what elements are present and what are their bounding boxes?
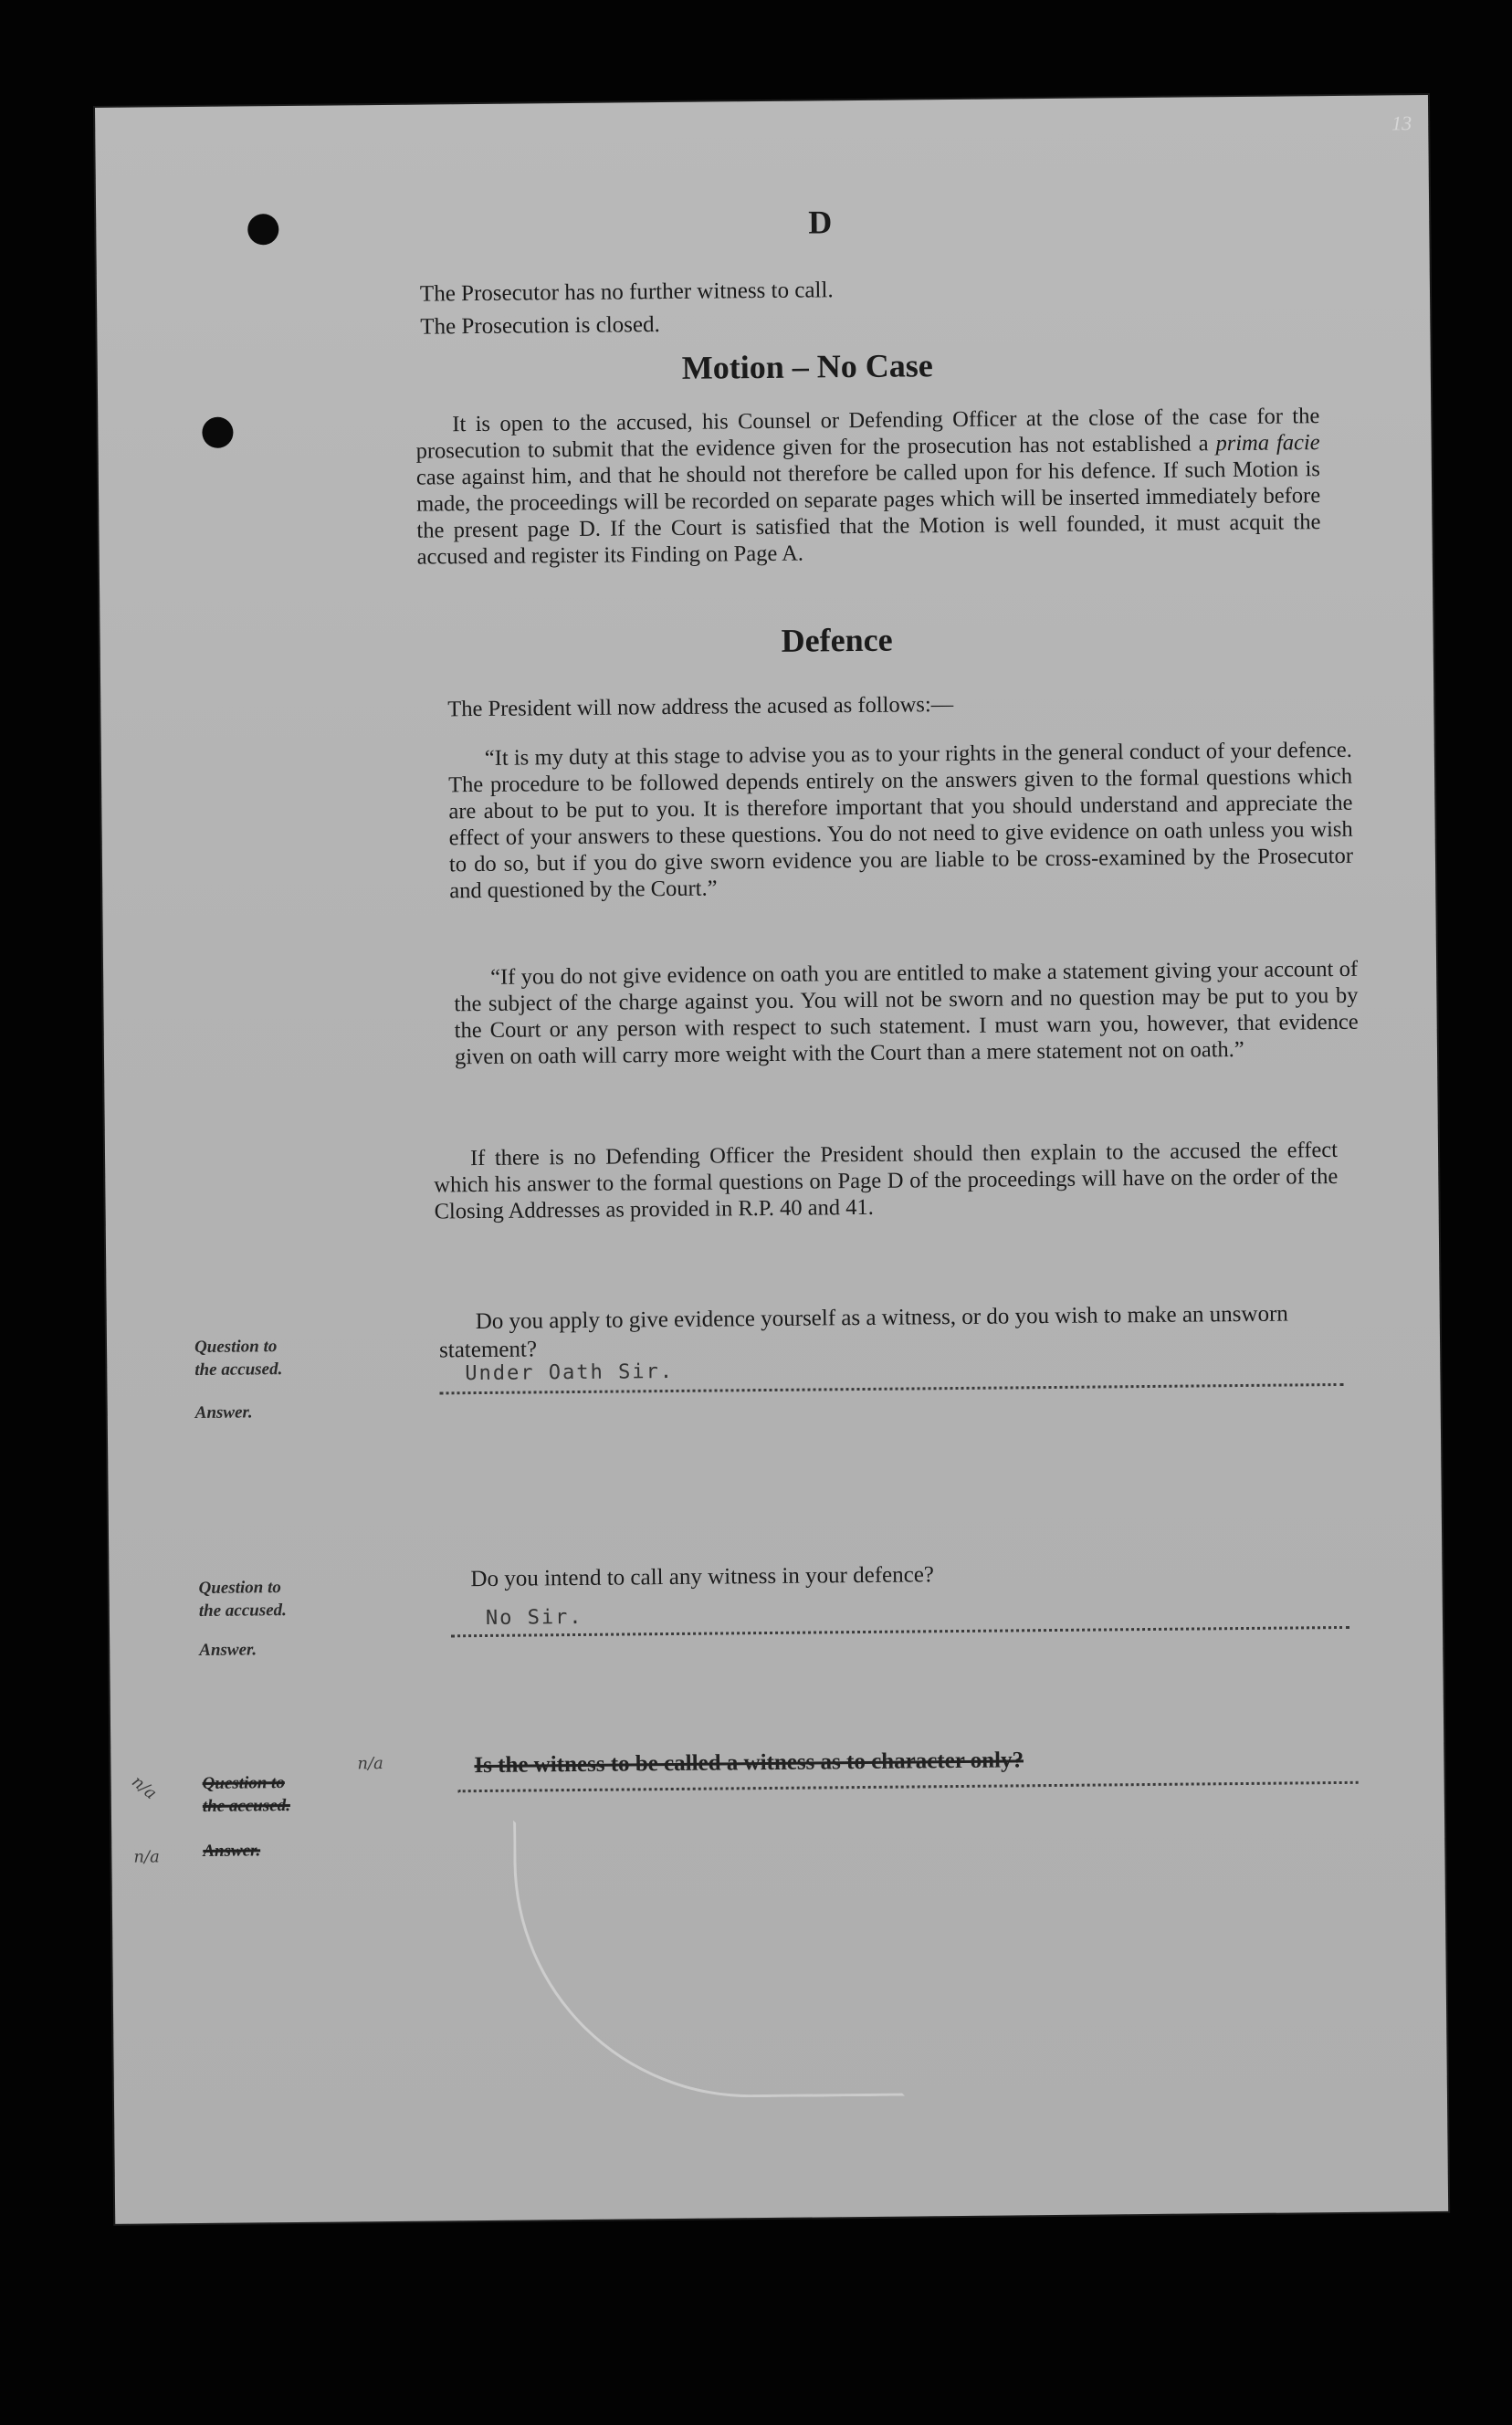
explain-text: If there is no Defending Officer the President should then explain to the accused the effect which his answer to the formal questions on Page D of the proceedings will have on the order of the Closing Addresses as provided in R.P. 40 and 41. — [434, 1137, 1339, 1224]
motion-text-part-b: case against him, and that he should not therefore be called upon for his defence. If such Motion is made, the proceedings will be recorded on separate pages which will be inserted immediately before the present page D. If the Court is satisfied that the Motion is well founded, it must acquit the accused and register its Finding on Page A. — [415, 457, 1321, 570]
quote-1-text: “It is my duty at this stage to advise you as to your rights in the general conduct of your defence. The procedure to be followed depends entirely on the answers given to the formal questions which are about to be put to you. It is therefore important that you should understand and appreciate the effect of your answers to these questions. You do not need to give evidence on oath unless you wish to do so, but if you do give sworn evidence you are liable to be cross-examined by the Prosecutor and questioned by the Court.” — [448, 737, 1354, 904]
motion-text-part-a: It is open to the accused, his Counsel or Defending Officer at the close of the case for the prosecution to submit that the evidence given for the prosecution has not established a — [415, 404, 1320, 464]
answer-dotted-line — [458, 1781, 1359, 1792]
corner-page-mark: 13 — [1391, 111, 1412, 135]
quote-2-text: “If you do not give evidence on oath you are entitled to make a statement giving your account of the subject of the charge against you. You will not be sworn and no question may be put to you by the Court or any person with respect to such statement. I must warn you, however, that evidence given on oath will carry more weight with the Court than a mere statement not on oath.” — [454, 956, 1359, 1070]
president-intro: The President will now address the acused as follows:— — [447, 692, 954, 722]
punch-hole-middle — [202, 417, 233, 448]
document-page — [95, 95, 1448, 2224]
question-label — [194, 1335, 283, 1381]
answer-dotted-line — [440, 1383, 1344, 1395]
question-label-line-2: the accused. — [194, 1359, 283, 1380]
defending-officer-instruction — [434, 1137, 1339, 1224]
answer-typed: No Sir. — [485, 1605, 583, 1630]
president-quote-2 — [454, 956, 1359, 1070]
president-quote-1 — [448, 737, 1354, 904]
question-label-line-1: Question to — [194, 1337, 278, 1358]
motion-no-case-paragraph — [415, 403, 1321, 570]
defence-heading: Defence — [781, 621, 893, 659]
handwritten-scribble: n/a — [357, 1754, 383, 1774]
question-text: Do you intend to call any witness in your defence? — [470, 1562, 935, 1592]
opening-line-2: The Prosecution is closed. — [420, 312, 660, 340]
prosecution-closed-lines — [420, 274, 834, 343]
opening-line-1: The Prosecutor has no further witness to call. — [419, 278, 834, 307]
answer-typed: Under Oath Sir. — [465, 1359, 675, 1386]
handwritten-scribble: n/a — [128, 1771, 161, 1804]
question-text — [439, 1299, 1353, 1365]
question-text-content: Do you apply to give evidence yourself as a witness, or do you wish to make an unsworn statement? — [438, 1301, 1288, 1363]
question-text-struck: Is the witness to be called a witness as to character only? — [474, 1748, 1024, 1779]
question-label-line-1: Question to — [198, 1578, 281, 1598]
question-label-line-2: the accused. — [198, 1601, 287, 1621]
question-label-struck — [203, 1771, 291, 1818]
motion-no-case-heading: Motion – No Case — [681, 347, 933, 386]
answer-label: Answer. — [199, 1640, 257, 1660]
motion-text-italic: prima facie — [1215, 430, 1320, 457]
question-label-line-2: the accused. — [202, 1796, 291, 1816]
question-label-line-1: Question to — [202, 1773, 286, 1793]
answer-label: Answer. — [194, 1402, 253, 1423]
answer-label-struck: Answer. — [203, 1841, 261, 1861]
scan-smudge-arc — [513, 1817, 905, 2100]
handwritten-scribble: n/a — [133, 1847, 160, 1867]
answer-dotted-line — [451, 1626, 1349, 1637]
page-letter: D — [808, 204, 833, 241]
punch-hole-top — [247, 214, 278, 245]
question-label — [198, 1576, 287, 1622]
